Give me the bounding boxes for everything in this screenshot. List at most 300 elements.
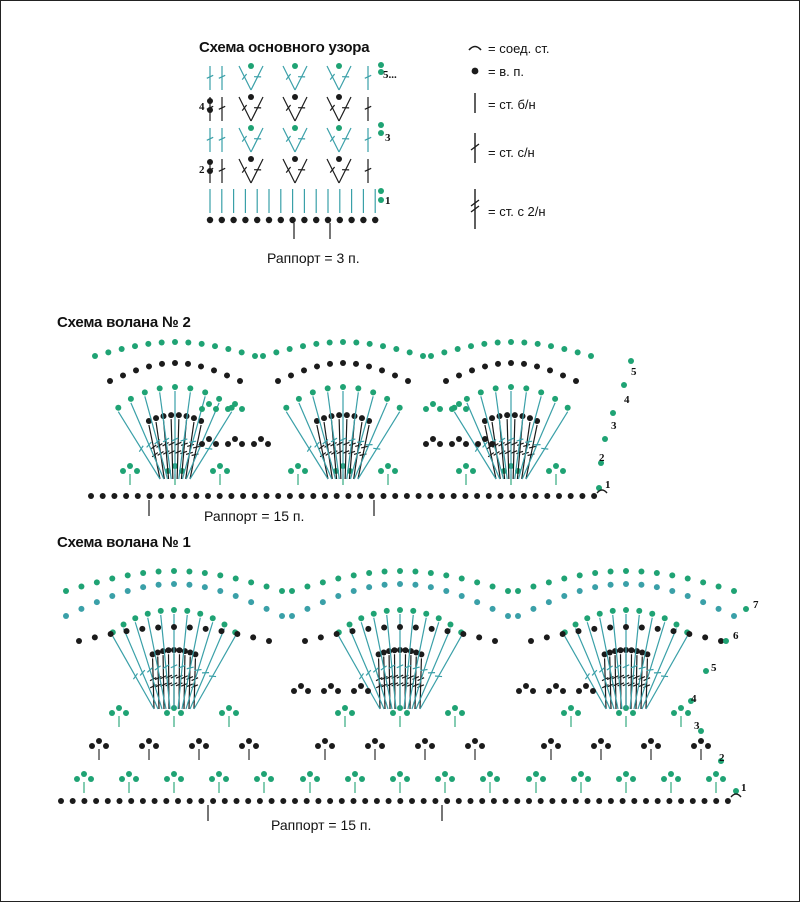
foundation-chain bbox=[322, 493, 328, 499]
chain-loop bbox=[340, 360, 346, 366]
chain-loop bbox=[577, 572, 583, 578]
fan-chain bbox=[132, 615, 138, 621]
fan-chain bbox=[347, 622, 353, 628]
chain-picot bbox=[516, 688, 522, 694]
fan-stitch bbox=[194, 636, 235, 709]
fan-chain bbox=[673, 622, 679, 628]
chain-picot bbox=[298, 683, 304, 689]
chain-picot bbox=[435, 776, 441, 782]
foundation-chain bbox=[351, 798, 357, 804]
chain-picot bbox=[217, 463, 223, 469]
chain-loop bbox=[560, 631, 566, 637]
chain-picot bbox=[442, 771, 448, 777]
chain-picot bbox=[397, 771, 403, 777]
chain-loop bbox=[407, 349, 413, 355]
foundation-chain bbox=[591, 493, 597, 499]
chain-picot bbox=[213, 406, 219, 412]
chain-picot bbox=[329, 743, 335, 749]
main-pattern-repeat: Раппорт = 3 п. bbox=[267, 250, 360, 266]
chain-picot bbox=[288, 468, 294, 474]
chain-loop bbox=[521, 339, 527, 345]
chain-picot bbox=[541, 743, 547, 749]
chain-stitch bbox=[336, 156, 342, 162]
chain-picot bbox=[526, 776, 532, 782]
chain-stitch bbox=[292, 156, 298, 162]
chain-stitch bbox=[336, 94, 342, 100]
chain-loop bbox=[381, 624, 387, 630]
chain-loop bbox=[397, 568, 403, 574]
chain-loop bbox=[202, 570, 208, 576]
chain-picot bbox=[203, 743, 209, 749]
flounce2-repeat: Раппорт = 15 п. bbox=[204, 508, 305, 524]
chain-picot bbox=[239, 743, 245, 749]
chain-loop bbox=[505, 613, 511, 619]
chain-picot bbox=[445, 710, 451, 716]
chain-picot bbox=[523, 683, 529, 689]
chain-picot bbox=[430, 401, 436, 407]
double-crochet bbox=[239, 128, 251, 152]
foundation-chain bbox=[533, 493, 539, 499]
foundation-chain bbox=[187, 798, 193, 804]
chain-picot bbox=[345, 776, 351, 782]
chain-loop bbox=[382, 582, 388, 588]
chain-picot bbox=[685, 710, 691, 716]
chain-loop bbox=[273, 349, 279, 355]
foundation-chain bbox=[409, 798, 415, 804]
flounce1-row-1-label: 1 bbox=[741, 782, 747, 794]
fan-stitch bbox=[610, 656, 611, 709]
foundation-chain bbox=[117, 798, 123, 804]
fan-chain bbox=[397, 405, 403, 411]
chain-picot bbox=[351, 688, 357, 694]
turning-chain bbox=[610, 410, 616, 416]
chain-loop bbox=[320, 599, 326, 605]
foundation-chain bbox=[299, 493, 305, 499]
fan-chain bbox=[160, 648, 166, 654]
chain-picot bbox=[307, 771, 313, 777]
chain-loop bbox=[686, 631, 692, 637]
chain-loop bbox=[469, 367, 475, 373]
foundation-chain bbox=[234, 798, 240, 804]
turning-chain bbox=[703, 668, 709, 674]
chain-picot bbox=[120, 468, 126, 474]
fan-chain bbox=[153, 415, 159, 421]
chain-loop bbox=[353, 361, 359, 367]
foundation-chain bbox=[372, 217, 378, 223]
double-crochet bbox=[339, 97, 351, 121]
foundation-chain bbox=[217, 493, 223, 499]
foundation-chain bbox=[289, 217, 295, 223]
fan-chain bbox=[552, 396, 558, 402]
foundation-chain bbox=[509, 493, 515, 499]
foundation-chain bbox=[140, 798, 146, 804]
double-crochet bbox=[327, 159, 339, 183]
fan-chain bbox=[370, 389, 376, 395]
stitch-crossbar bbox=[661, 676, 668, 677]
chain-loop bbox=[405, 378, 411, 384]
flounce2-title: Схема волана № 2 bbox=[57, 314, 191, 331]
chain-loop bbox=[623, 624, 629, 630]
fan-chain bbox=[612, 648, 618, 654]
chain-loop bbox=[159, 361, 165, 367]
chain-loop bbox=[217, 588, 223, 594]
fan-chain bbox=[478, 389, 484, 395]
fan-chain bbox=[115, 405, 121, 411]
fan-chain bbox=[171, 607, 177, 613]
foundation-chain bbox=[596, 798, 602, 804]
chain-picot bbox=[342, 705, 348, 711]
chain-picot bbox=[571, 776, 577, 782]
foundation-chain bbox=[207, 217, 213, 223]
chain-loop bbox=[202, 584, 208, 590]
foundation-chain bbox=[88, 493, 94, 499]
stitch-crossbar bbox=[592, 670, 597, 675]
chain-loop bbox=[455, 346, 461, 352]
fan-chain bbox=[310, 389, 316, 395]
foundation-chain bbox=[357, 493, 363, 499]
chain-picot bbox=[189, 743, 195, 749]
fan-chain bbox=[386, 648, 392, 654]
foundation-chain bbox=[254, 217, 260, 223]
chain-loop bbox=[382, 569, 388, 575]
flounce1-repeat: Раппорт = 15 п. bbox=[271, 817, 372, 833]
double-crochet bbox=[295, 128, 307, 152]
chain-loop bbox=[287, 346, 293, 352]
fan-chain bbox=[493, 385, 499, 391]
chain-loop bbox=[731, 613, 737, 619]
chain-loop bbox=[474, 579, 480, 585]
fan-chain bbox=[340, 384, 346, 390]
foundation-chain bbox=[264, 493, 270, 499]
chain-picot bbox=[575, 710, 581, 716]
chain-picot bbox=[472, 738, 478, 744]
chain-loop bbox=[304, 606, 310, 612]
chain-loop bbox=[171, 581, 177, 587]
chain-picot bbox=[378, 468, 384, 474]
stitch-crossbar bbox=[140, 670, 145, 675]
fan-chain bbox=[447, 622, 453, 628]
chain-loop bbox=[548, 343, 554, 349]
foundation-chain bbox=[170, 493, 176, 499]
fan-stitch bbox=[519, 396, 542, 479]
chain-loop bbox=[119, 346, 125, 352]
turning-chain bbox=[628, 358, 634, 364]
double-crochet bbox=[283, 159, 295, 183]
chain-loop bbox=[700, 579, 706, 585]
chain-picot bbox=[225, 406, 231, 412]
chain-loop bbox=[547, 367, 553, 373]
chain-loop bbox=[468, 343, 474, 349]
chain-loop bbox=[219, 628, 225, 634]
fan-stitch bbox=[641, 656, 642, 709]
foundation-chain bbox=[93, 798, 99, 804]
foundation-chain bbox=[474, 493, 480, 499]
chain-picot bbox=[178, 776, 184, 782]
foundation-chain bbox=[280, 798, 286, 804]
chain-picot bbox=[88, 776, 94, 782]
chain-loop bbox=[508, 360, 514, 366]
chain-loop bbox=[212, 343, 218, 349]
foundation-chain bbox=[266, 217, 272, 223]
chain-picot bbox=[661, 776, 667, 782]
chain-loop bbox=[234, 631, 240, 637]
chain-loop bbox=[92, 353, 98, 359]
chain-picot bbox=[404, 710, 410, 716]
foundation-chain bbox=[386, 798, 392, 804]
fan-chain bbox=[662, 615, 668, 621]
chain-picot bbox=[254, 776, 260, 782]
chain-picot bbox=[232, 401, 238, 407]
chain-loop bbox=[365, 626, 371, 632]
turning-chain bbox=[207, 159, 213, 165]
fan-chain bbox=[618, 647, 624, 653]
foundation-chain bbox=[544, 493, 550, 499]
fan-stitch bbox=[496, 392, 508, 479]
chain-loop bbox=[608, 569, 614, 575]
legend-slip-stitch-label: = соед. ст. bbox=[488, 41, 550, 56]
turning-chain bbox=[378, 122, 384, 128]
chain-picot bbox=[322, 738, 328, 744]
chain-loop bbox=[671, 628, 677, 634]
chain-loop bbox=[495, 361, 501, 367]
chain-picot bbox=[392, 468, 398, 474]
foundation-chain bbox=[585, 798, 591, 804]
chain-loop bbox=[224, 372, 230, 378]
chain-picot bbox=[422, 738, 428, 744]
chain-loop bbox=[443, 588, 449, 594]
chain-loop bbox=[561, 346, 567, 352]
chain-loop bbox=[495, 339, 501, 345]
fan-chain bbox=[527, 415, 533, 421]
foundation-chain bbox=[193, 493, 199, 499]
turning-chain bbox=[733, 788, 739, 794]
foundation-chain bbox=[348, 217, 354, 223]
flounce1-row-6-label: 6 bbox=[733, 630, 739, 642]
fan-chain bbox=[336, 412, 342, 418]
chain-loop bbox=[380, 343, 386, 349]
chain-loop bbox=[655, 626, 661, 632]
foundation-chain bbox=[278, 217, 284, 223]
stitch-crossbar bbox=[541, 448, 548, 449]
chain-loop bbox=[428, 584, 434, 590]
chain-picot bbox=[456, 436, 462, 442]
fan-chain bbox=[283, 405, 289, 411]
chain-loop bbox=[264, 606, 270, 612]
fan-chain bbox=[197, 611, 203, 617]
flounce1-row-7-label: 7 bbox=[753, 599, 759, 611]
fan-stitch bbox=[351, 396, 374, 479]
chain-loop bbox=[239, 349, 245, 355]
chain-picot bbox=[698, 738, 704, 744]
chain-loop bbox=[638, 582, 644, 588]
chain-picot bbox=[560, 688, 566, 694]
chain-loop bbox=[515, 613, 521, 619]
chain-picot bbox=[675, 776, 681, 782]
chain-loop bbox=[351, 572, 357, 578]
chain-picot bbox=[465, 743, 471, 749]
foundation-chain bbox=[451, 493, 457, 499]
chain-picot bbox=[103, 743, 109, 749]
chain-picot bbox=[463, 463, 469, 469]
chain-picot bbox=[335, 710, 341, 716]
chain-loop bbox=[700, 599, 706, 605]
chain-picot bbox=[456, 401, 462, 407]
fan-chain bbox=[610, 608, 616, 614]
fan-chain bbox=[649, 611, 655, 617]
fan-stitch bbox=[415, 656, 416, 709]
foundation-chain bbox=[345, 493, 351, 499]
foundation-chain bbox=[381, 493, 387, 499]
stitch-crossbar bbox=[413, 667, 420, 669]
chain-loop bbox=[591, 626, 597, 632]
double-crochet bbox=[239, 97, 251, 121]
chain-loop bbox=[515, 588, 521, 594]
main-pattern-title: Схема основного узора bbox=[199, 39, 370, 56]
foundation-chain bbox=[292, 798, 298, 804]
chain-picot bbox=[641, 743, 647, 749]
foundation-chain bbox=[242, 217, 248, 223]
fan-chain bbox=[573, 622, 579, 628]
chain-picot bbox=[546, 688, 552, 694]
chain-picot bbox=[153, 743, 159, 749]
chain-loop bbox=[623, 581, 629, 587]
chain-picot bbox=[199, 441, 205, 447]
main-row-1-label: 1 bbox=[385, 195, 391, 207]
fan-chain bbox=[565, 405, 571, 411]
chain-picot bbox=[239, 406, 245, 412]
chain-picot bbox=[437, 406, 443, 412]
chain-picot bbox=[258, 436, 264, 442]
chain-picot bbox=[315, 743, 321, 749]
chain-loop bbox=[654, 570, 660, 576]
chain-loop bbox=[314, 363, 320, 369]
chain-picot bbox=[134, 468, 140, 474]
chain-loop bbox=[327, 361, 333, 367]
chain-stitch bbox=[292, 63, 298, 69]
chain-loop bbox=[521, 361, 527, 367]
foundation-chain bbox=[462, 493, 468, 499]
fan-chain bbox=[408, 648, 414, 654]
chain-loop bbox=[185, 339, 191, 345]
double-crochet bbox=[295, 97, 307, 121]
chain-loop bbox=[124, 628, 130, 634]
chain-picot bbox=[335, 688, 341, 694]
chain-loop bbox=[327, 339, 333, 345]
foundation-chain bbox=[556, 493, 562, 499]
foundation-chain bbox=[421, 798, 427, 804]
chain-loop bbox=[623, 568, 629, 574]
chain-picot bbox=[359, 776, 365, 782]
chain-loop bbox=[225, 346, 231, 352]
chain-picot bbox=[223, 776, 229, 782]
chain-loop bbox=[546, 579, 552, 585]
chain-loop bbox=[76, 638, 82, 644]
chain-picot bbox=[585, 776, 591, 782]
fan-chain bbox=[359, 415, 365, 421]
chain-loop bbox=[260, 353, 266, 359]
stitch-crossbar bbox=[187, 667, 194, 669]
chain-picot bbox=[224, 468, 230, 474]
chain-picot bbox=[706, 776, 712, 782]
fan-chain bbox=[384, 608, 390, 614]
chain-picot bbox=[171, 771, 177, 777]
legend-single-crochet-label: = ст. б/н bbox=[488, 97, 536, 112]
stitch-crossbar bbox=[315, 442, 320, 447]
slip-stitch-icon bbox=[469, 47, 481, 51]
chain-picot bbox=[591, 743, 597, 749]
flounce2-row-1-label: 1 bbox=[605, 479, 611, 491]
fan-chain bbox=[158, 608, 164, 614]
flounce1-row-4-label: 4 bbox=[691, 693, 697, 705]
stitch-crossbar bbox=[483, 442, 488, 447]
fan-chain bbox=[397, 607, 403, 613]
foundation-chain bbox=[310, 493, 316, 499]
chain-loop bbox=[456, 372, 462, 378]
main-row-4-label: 4 bbox=[199, 101, 205, 113]
fan-stitch bbox=[171, 419, 173, 479]
chain-loop bbox=[731, 588, 737, 594]
fan-chain bbox=[504, 412, 510, 418]
double-crochet bbox=[251, 128, 263, 152]
legend-treble-crochet-label: = ст. с 2/н bbox=[488, 204, 546, 219]
fan-chain bbox=[423, 611, 429, 617]
chain-loop bbox=[109, 576, 115, 582]
turning-chain bbox=[378, 130, 384, 136]
chain-picot bbox=[96, 738, 102, 744]
chain-loop bbox=[429, 626, 435, 632]
foundation-chain bbox=[147, 493, 153, 499]
fan-chain bbox=[371, 611, 377, 617]
chain-loop bbox=[445, 628, 451, 634]
foundation-chain bbox=[230, 217, 236, 223]
chain-picot bbox=[463, 441, 469, 447]
chain-picot bbox=[126, 771, 132, 777]
double-crochet bbox=[239, 159, 251, 183]
turning-chain bbox=[378, 197, 384, 203]
foundation-chain bbox=[521, 493, 527, 499]
fan-chain bbox=[166, 647, 172, 653]
chain-picot bbox=[568, 705, 574, 711]
chain-picot bbox=[268, 776, 274, 782]
stitch-crossbar bbox=[189, 441, 196, 442]
foundation-chain bbox=[479, 798, 485, 804]
chain-picot bbox=[127, 463, 133, 469]
foundation-chain bbox=[561, 798, 567, 804]
chain-picot bbox=[479, 743, 485, 749]
chain-loop bbox=[289, 613, 295, 619]
chain-loop bbox=[199, 341, 205, 347]
double-crochet bbox=[251, 97, 263, 121]
chain-picot bbox=[630, 710, 636, 716]
turning-chain bbox=[743, 606, 749, 612]
fan-chain bbox=[145, 611, 151, 617]
chain-loop bbox=[588, 353, 594, 359]
fan-chain bbox=[410, 608, 416, 614]
chain-picot bbox=[583, 683, 589, 689]
chain-picot bbox=[199, 406, 205, 412]
fan-chain bbox=[172, 384, 178, 390]
chain-loop bbox=[120, 372, 126, 378]
fan-stitch bbox=[328, 392, 340, 479]
chain-loop bbox=[482, 363, 488, 369]
stitch-crossbar bbox=[373, 448, 380, 449]
chain-loop bbox=[156, 582, 162, 588]
foundation-chain bbox=[219, 217, 225, 223]
chain-picot bbox=[89, 743, 95, 749]
double-crochet bbox=[251, 66, 263, 90]
foundation-chain bbox=[392, 493, 398, 499]
chain-loop bbox=[716, 584, 722, 590]
